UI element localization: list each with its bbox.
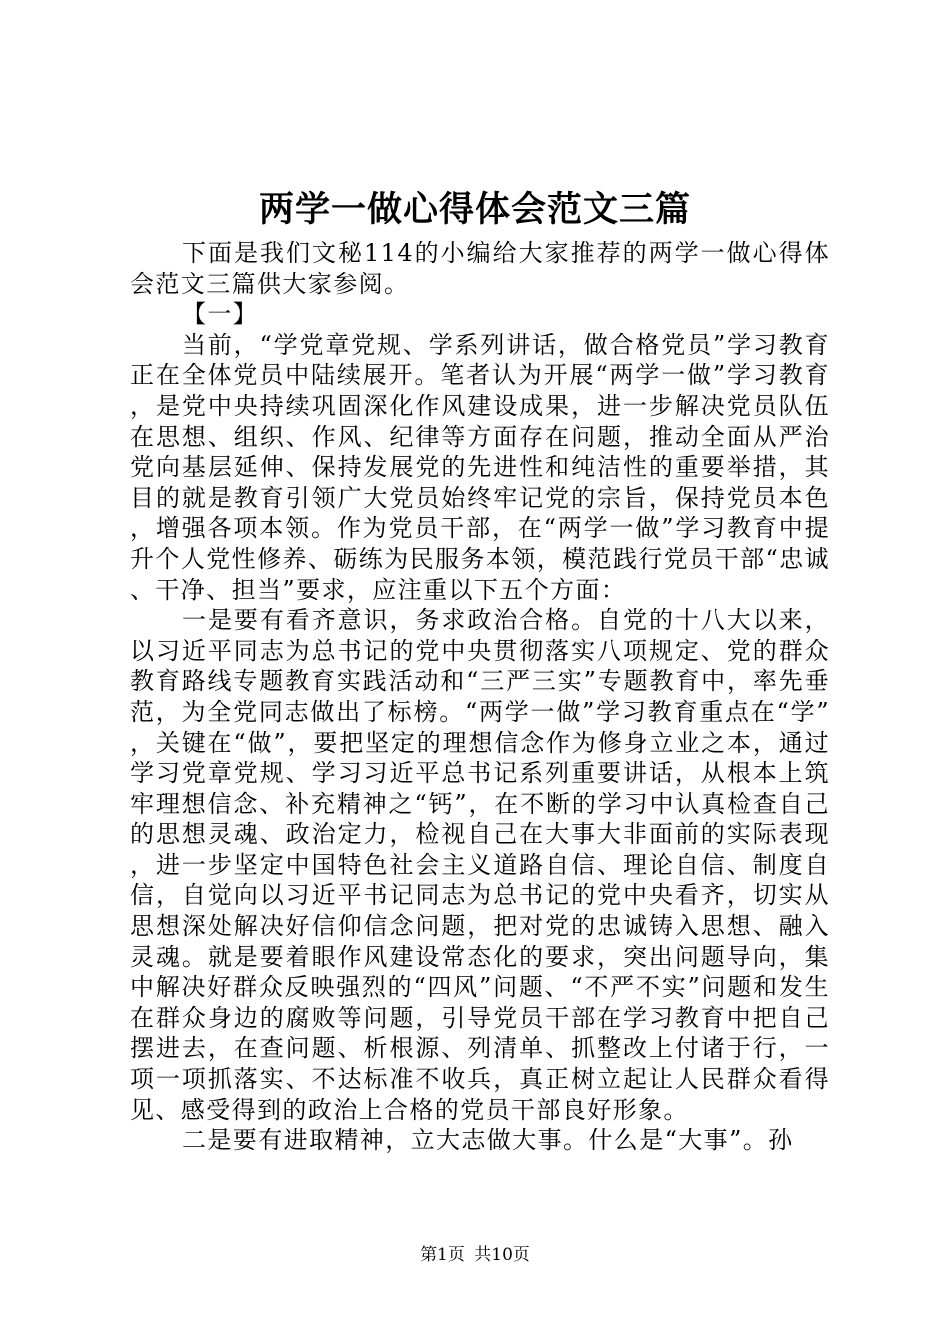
body-paragraph: 当前，“学党章党规、学系列讲话，做合格党员”学习教育正在全体党员中陆续展开。笔者认为开展“两学一做”学习教育，是党中央持续巩固深化作风建设成果，进一步解决党员队伍在思想、组织、作风、纪律等方面存在问题，推动全面从严治党向基层延伸、保持发展党的先进性和纯洁性的重要举措，其目的就是教育引领广大党员始终牢记党的宗旨，保持党员本色，增强各项本领。作为党员干部，在“两学一做”学习教育中提升个人党性修养、砺练为民服务本领，模范践行党员干部“忠诚、干净、担当”要求，应注重以下五个方面： bbox=[130, 330, 830, 604]
page-total: 共10页 bbox=[474, 1245, 530, 1265]
body-paragraph: 一是要有看齐意识，务求政治合格。自党的十八大以来，以习近平同志为总书记的党中央贯彻落实八项规定、党的群众教育路线专题教育实践活动和“三严三实”专题教育中，率先垂范，为全党同志做出了标榜。“两学一做”学习教育重点在“学”，关键在“做”，要把坚定的理想信念作为修身立业之本，通过学习党章党规、学习习近平总书记系列重要讲话，从根本上筑牢理想信念、补充精神之“钙”，在不断的学习中认真检查自己的思想灵魂、政治定力，检视自己在大事大非面前的实际表现，进一步坚定中国特色社会主义道路自信、理论自信、制度自信，自觉向以习近平书记同志为总书记的党中央看齐，切实从思想深处解决好信仰信念问题，把对党的忠诚铸入思想、融入灵魂。就是要着眼作风建设常态化的要求，突出问题导向，集中解决好群众反映强烈的“四风”问题、“不严不实”问题和发生在群众身边的腐败等问题，引导党员干部在学习教育中把自己摆进去，在查问题、析根源、列清单、抓整改上付诸于行，一项一项抓落实、不达标准不收兵，真正树立起让人民群众看得见、感受得到的政治上合格的党员干部良好形象。 bbox=[130, 606, 830, 1124]
section-heading: 【一】 bbox=[182, 300, 259, 329]
document-body bbox=[130, 238, 830, 1156]
document-title: 两学一做心得体会范文三篇 bbox=[258, 189, 691, 230]
body-paragraph: 二是要有进取精神，立大志做大事。什么是“大事”。孙 bbox=[182, 1126, 794, 1155]
page-number: 第1页 bbox=[420, 1245, 465, 1265]
intro-paragraph: 下面是我们文秘114的小编给大家推荐的两学一做心得体会范文三篇供大家参阅。 bbox=[130, 239, 830, 298]
page-footer bbox=[0, 1243, 950, 1267]
